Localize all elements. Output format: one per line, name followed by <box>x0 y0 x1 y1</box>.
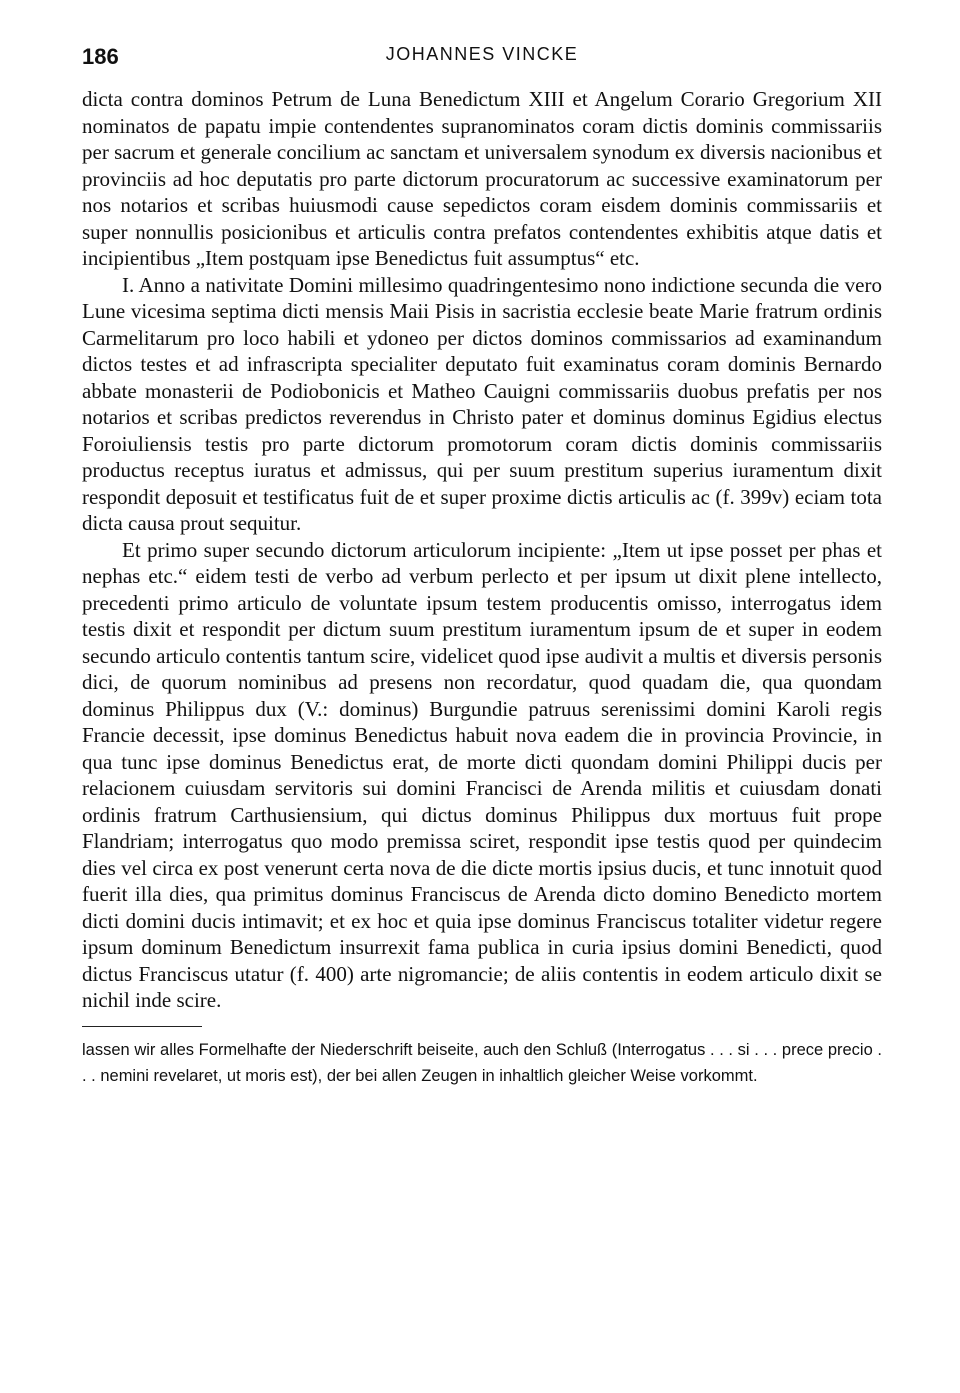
footnote-rule <box>82 1026 202 1027</box>
running-title: JOHANNES VINCKE <box>385 44 579 64</box>
footnote: lassen wir alles Formelhafte der Niederschrift beiseite, auch den Schluß (Interrogatus . . . si . . . prece precio . . . nemini revelaret, ut moris est), der bei allen Zeugen in inhaltlich gleicher Weise vorkommt. <box>82 1040 882 1085</box>
paragraph-witness-one: I. Anno a nativitate Domini millesimo quadringentesimo nono indictione secunda die vero Lune vicesima septima dicti mensis Maii Pisis in sacristia ecclesie beate Marie fratrum ordinis Carmelitarum pro loco habili et ydoneo per dictos dominos commissarios ad examinandum dictos testes et ad infrascripta specialiter deputato fuit examinatus coram dominis Bernardo abbate monasterii de Podiobonicis et Matheo Cauigni commissariis duobus prefatis per nos notarios et scribas predictos reverendus in Christo pater et dominus dominus Egidius electus Foroiuliensis testis pro parte dictorum promotorum coram dictis dominis commissariis productus receptus iuratus et admissus, qui per suum prestitum superius iuramentum dixit respondit deposuit et testificatus fuit de et super proxime dictis articulis ac (f. 399v) eciam tota dicta causa prout sequitur. <box>82 272 882 535</box>
running-head <box>82 38 882 78</box>
document-page <box>82 38 882 1089</box>
page-number: 186 <box>82 44 119 69</box>
body-text <box>82 86 882 1014</box>
paragraph-second-article: Et primo super secundo dictorum articulorum incipiente: „Item ut ipse posset per phas et nephas etc.“ eidem testi de verbo ad verbum perlecto et per ipsum ut dixit plene intellecto, precedenti primo articulo de voluntate ipsum testem producentis omisso, interrogatus idem testis dixit et respondit per dictum suum prestitum iuramentum ipsum de et super in eodem secundo articulo contentis tantum scire, videlicet quod ipse audivit a multis et diversis personis dici, de quorum nominibus ad presens non recordatur, quod quadam die, qua quondam dominus Philippus dux (V.: dominus) Burgundie patruus serenissimi domini Karoli regis Francie decessit, ipse dominus Benedictus habuit nova eadem die in provincia Provincie, in qua tunc ipse dominus Benedictus erat, de morte dicti quondam domini Philippi ducis per relacionem cuiusdam servitoris sui domini Francisci de Arenda militis et cuiusdam donati ordinis fratrum Carthusiensium, qui dictus dominus Philippus dux mortuus fuit prope Flandriam; interrogatus quo modo premissa sciret, respondit ipse testis quod per quindecim dies vel circa ex post venerunt certa nova de die dicte mortis ipsius ducis, et tunc innotuit quod fuerit illa dies, qua primitus dominus Franciscus de Arenda dicto domino Benedicto mortem dicti domini ducis intimavit; et ex hoc et quia ipse dominus Franciscus totaliter videtur regere ipsum dominum Benedictum insurrexit fama publica in curia ipsius domini Benedicti, quod dictus Franciscus utatur (f. 400) arte nigromancie; de aliis contentis in eodem articulo dixit se nichil inde scire. <box>82 537 882 1012</box>
paragraph-intro: dicta contra dominos Petrum de Luna Benedictum XIII et Angelum Corario Gregorium XII nominatos de papatu impie contendentes supranominatos coram dictis dominis commissariis per sacrum et generale concilium ac sanctam et universalem synodum ex diversis nacionibus et provinciis ad hoc deputatis pro parte dictorum procuratorum ac successive examinatorum per nos notarios et scribas huiusmodi cause sepedictos coram eisdem dominis commissariis et super nonnullis posicionibus et articulis contra prefatos contendentes exhibitis atque datis et incipientibus „Item postquam ipse Benedictus fuit assumptus“ etc. <box>82 87 882 270</box>
